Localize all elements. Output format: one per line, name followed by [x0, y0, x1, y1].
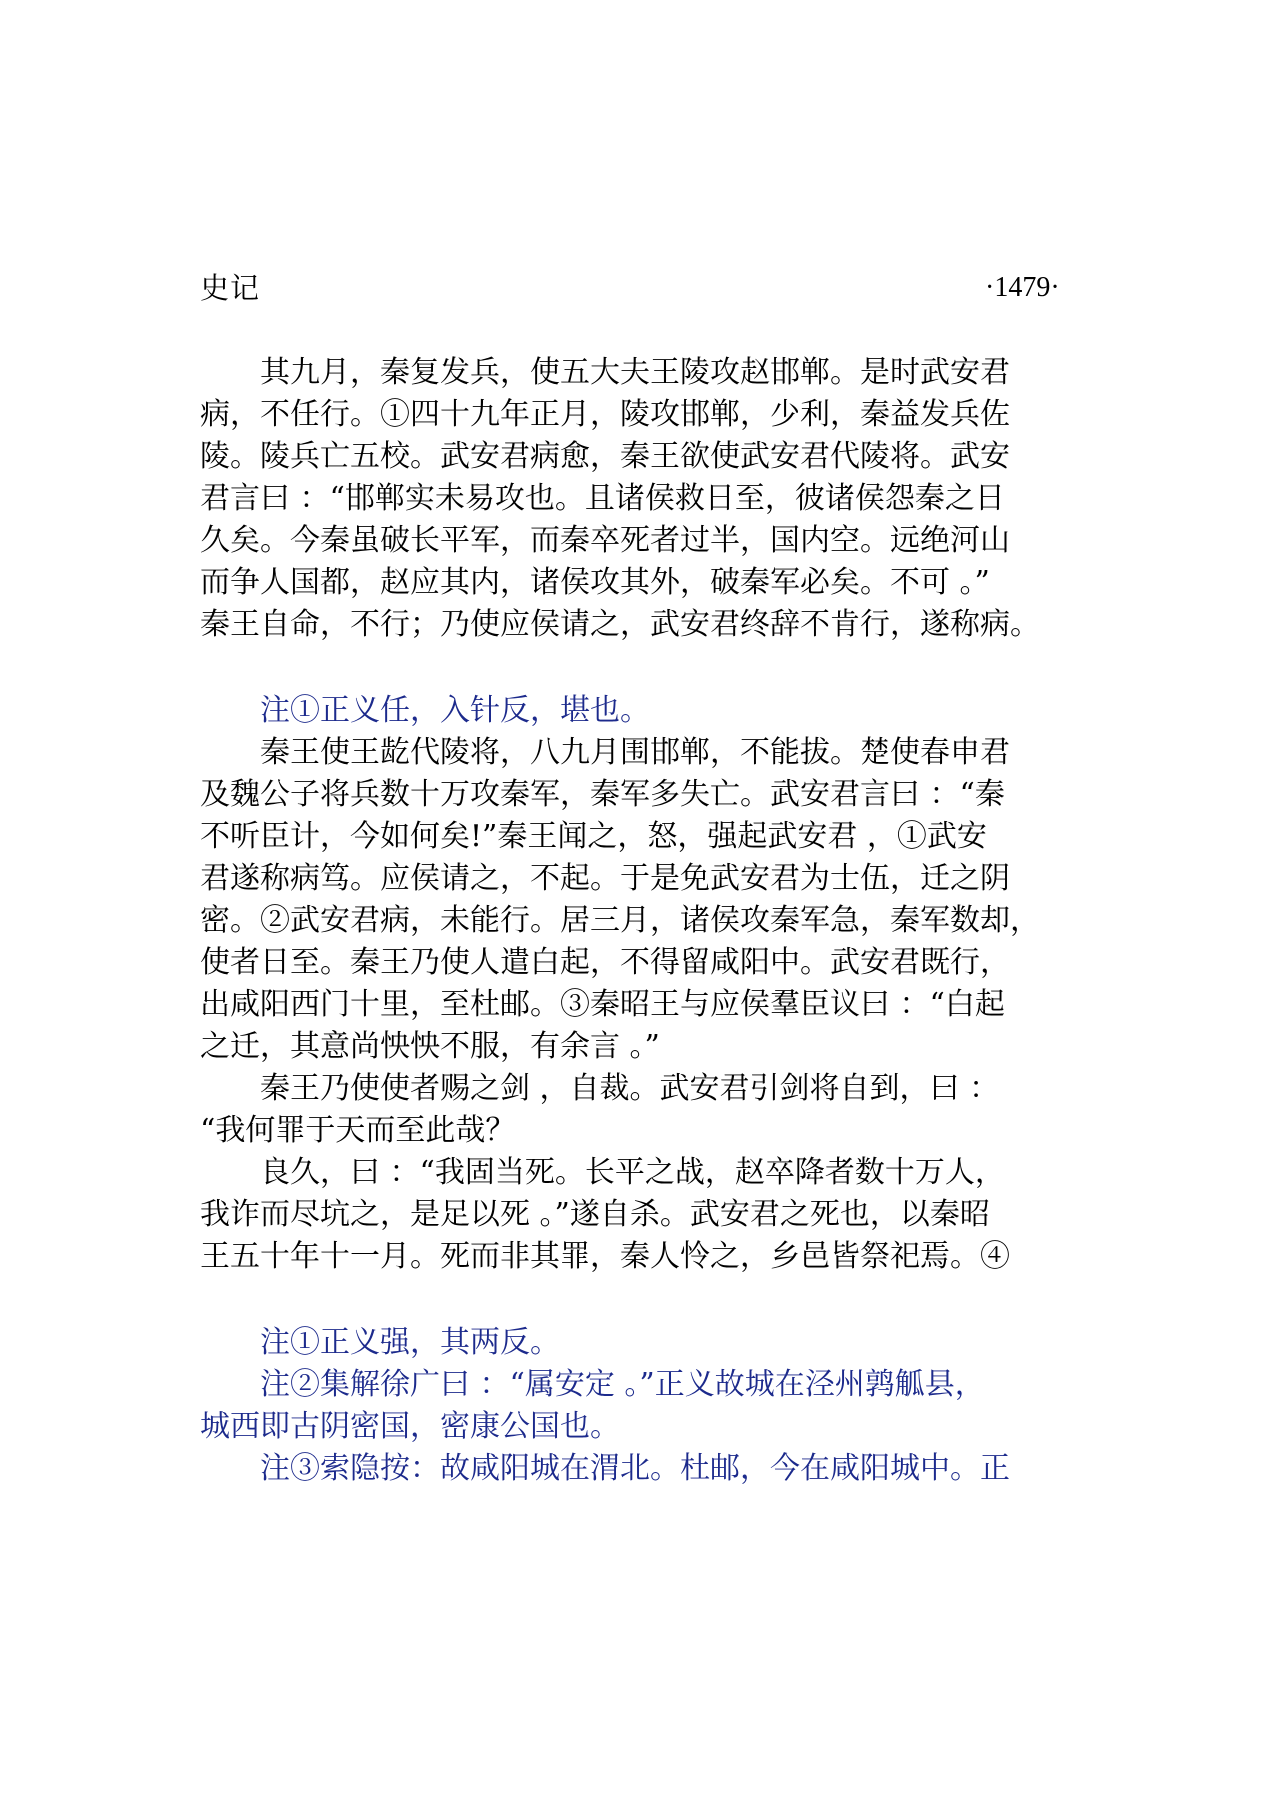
- text-line: 而争人国都，赵应其内，诸侯攻其外，破秦军必矣。不可 。”: [200, 565, 990, 600]
- text-line: 不听臣计，今如何矣!”秦王闻之，怒，强起武安君 ，①武安: [200, 819, 987, 854]
- note-line: 注①正义任，入针反，堪也。: [200, 693, 650, 728]
- text-line: 其九月，秦复发兵，使五大夫王陵攻赵邯郸。是时武安君: [200, 355, 1010, 390]
- text-line: 秦王乃使使者赐之剑 ，自裁。武安君引剑将自到，曰 ：: [200, 1071, 1000, 1106]
- text-line: 及魏公子将兵数十万攻秦军，秦军多失亡。武安君言曰 ：“秦: [200, 777, 1005, 812]
- note-line: 城西即古阴密国，密康公国也。: [200, 1409, 620, 1444]
- text-line: 使者日至。秦王乃使人遣白起，不得留咸阳中。武安君既行，: [200, 945, 1010, 980]
- text-line: 出咸阳西门十里，至杜邮。③秦昭王与应侯羣臣议曰 ：“白起: [200, 987, 1005, 1022]
- text-line: 之迁，其意尚怏怏不服，有余言 。”: [200, 1029, 660, 1064]
- text-line: 病，不任行。①四十九年正月，陵攻邯郸，少利，秦益发兵佐: [200, 397, 1010, 432]
- note-line: 注③索隐按：故咸阳城在渭北。杜邮，今在咸阳城中。正: [200, 1451, 1010, 1486]
- text-line: 秦王使王龁代陵将，八九月围邯郸，不能拔。楚使春申君: [200, 735, 1010, 770]
- text-line: 君遂称病笃。应侯请之，不起。于是免武安君为士伍，迁之阴: [200, 861, 1010, 896]
- text-line: 我诈而尽坑之，是足以死 。”遂自杀。武安君之死也，以秦昭: [200, 1197, 990, 1232]
- text-line: 久矣。今秦虽破长平军，而秦卒死者过半，国内空。远绝河山: [200, 523, 1010, 558]
- text-line: 陵。陵兵亡五校。武安君病愈，秦王欲使武安君代陵将。武安: [200, 439, 1010, 474]
- text-line: 秦王自命，不行；乃使应侯请之，武安君终辞不肯行，遂称病。: [200, 607, 1040, 642]
- page-number: ·1479·: [985, 272, 1060, 303]
- note-line: 注②集解徐广曰 ：“属安定 。”正义故城在泾州鹑觚县，: [200, 1367, 985, 1402]
- text-line: 君言曰 ：“邯郸实未易攻也。且诸侯救日至，彼诸侯怨秦之日: [200, 481, 1005, 516]
- text-line: 良久，曰 ：“我固当死。长平之战，赵卒降者数十万人，: [200, 1155, 1005, 1190]
- text-line: 密。②武安君病，未能行。居三月，诸侯攻秦军急，秦军数却，: [200, 903, 1040, 938]
- book-title: 史记: [200, 271, 261, 305]
- note-line: 注①正义强，其两反。: [200, 1325, 560, 1360]
- text-line: “我何罪于天而至此哉？: [200, 1113, 516, 1148]
- text-line: 王五十年十一月。死而非其罪，秦人怜之，乡邑皆祭祀焉。④: [200, 1239, 1010, 1274]
